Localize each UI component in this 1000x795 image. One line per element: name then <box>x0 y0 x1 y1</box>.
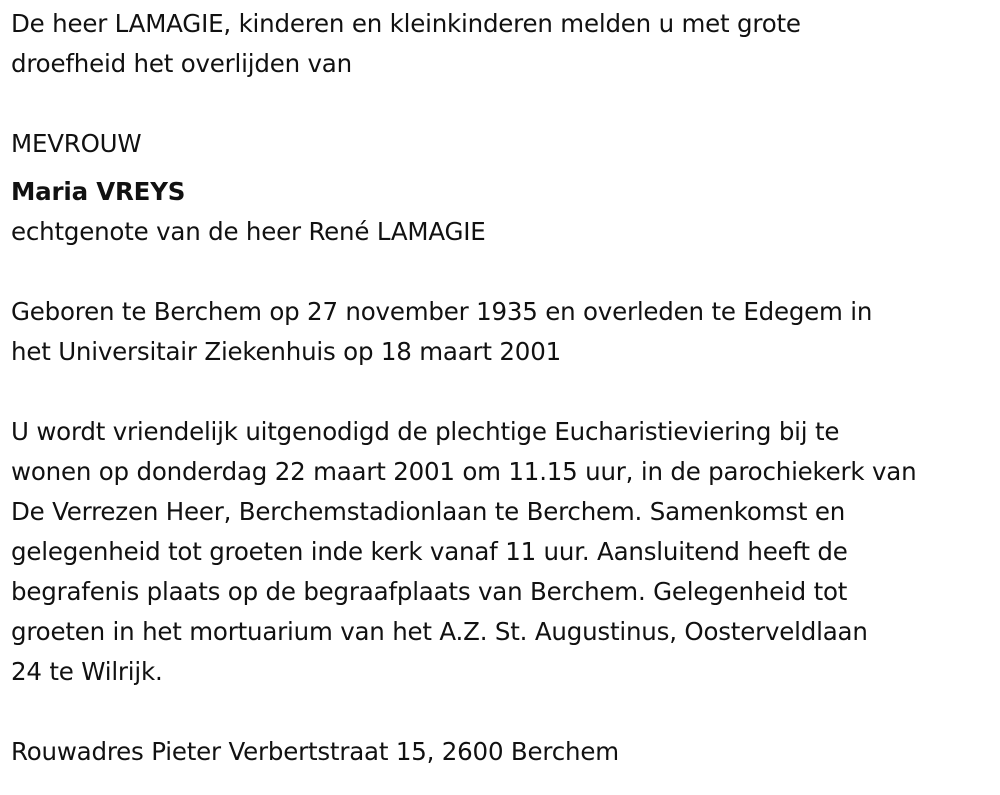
deceased-name: Maria VREYS <box>11 177 186 206</box>
spacer <box>11 372 996 412</box>
spouse-line: echtgenote van de heer René LAMAGIE <box>11 217 486 246</box>
honorific: MEVROUW <box>11 129 142 158</box>
ceremony-paragraph: U wordt vriendelijk uitgenodigd de plechtige Eucharistieviering bij te wonen op donderdag 22 maart 2001 om 11.15 uur, in de parochiekerk van De Verrezen Heer, Berchemstadionlaan te Berchem. Samenkomst en gelegenheid tot groeten inde kerk vanaf 11 uur. Aansluitend heeft de begrafenis plaats op de begraafplaats van Berchem. Gelegenheid tot groeten in het mortuarium van het A.Z. St. Augustinus, Oosterveldlaan 24 te Wilrijk. <box>11 417 917 686</box>
birth-death-paragraph: Geboren te Berchem op 27 november 1935 en overleden te Edegem in het Universitair Ziekenhuis op 18 maart 2001 <box>11 297 873 366</box>
spacer <box>11 692 996 732</box>
spacer <box>11 84 996 124</box>
spacer <box>11 252 996 292</box>
mourning-address: Rouwadres Pieter Verbertstraat 15, 2600 Berchem <box>11 737 619 766</box>
death-notice <box>11 4 996 772</box>
intro-paragraph: De heer LAMAGIE, kinderen en kleinkinderen melden u met grote droefheid het overlijden van <box>11 9 801 78</box>
